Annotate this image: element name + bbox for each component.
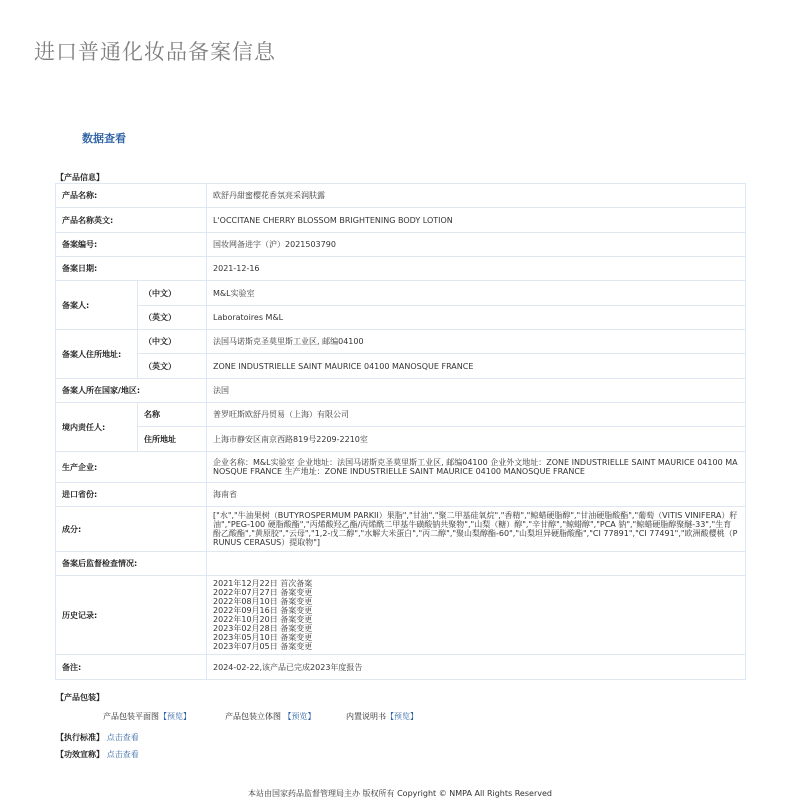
post-inspection-value	[207, 552, 746, 576]
filer-address-label: 备案人住所地址:	[56, 330, 138, 379]
ingredients-label: 成分:	[56, 507, 207, 552]
footer-copyright: 本站由国家药品监督管理局主办 版权所有 Copyright © NMPA All Rights Reserved	[248, 789, 552, 798]
filing-date-value: 2021-12-16	[207, 257, 746, 281]
filer-address-cn-sublabel: （中文）	[138, 330, 207, 354]
efficacy-section-label: 【功效宣称】	[56, 750, 104, 759]
remark-value: 2024-02-22,该产品已完成2023年度报告	[207, 655, 746, 680]
filer-label: 备案人:	[56, 281, 138, 330]
row-product-name	[56, 184, 746, 208]
filer-address-en-value: ZONE INDUSTRIELLE SAINT MAURICE 04100 MANOSQUE FRANCE	[207, 354, 746, 379]
row-filer-cn	[56, 281, 746, 306]
product-name-en-label: 产品名称英文:	[56, 208, 207, 233]
manual-label: 内置说明书	[346, 712, 386, 721]
history-label: 历史记录:	[56, 576, 207, 655]
import-province-label: 进口省份:	[56, 483, 207, 507]
row-domestic-address	[56, 427, 746, 452]
standard-section	[56, 732, 139, 743]
filer-country-label: 备案人所在国家/地区:	[56, 379, 207, 403]
filer-address-en-sublabel: （英文）	[138, 354, 207, 379]
history-entry: 2022年07月27日 备案变更	[213, 588, 313, 597]
domestic-address-value: 上海市静安区南京西路819号2209-2210室	[207, 427, 746, 452]
product-name-value: 欧舒丹甜蜜樱花香氛亮采润肤露	[207, 184, 746, 208]
filer-country-value: 法国	[207, 379, 746, 403]
efficacy-view-link[interactable]: 点击查看	[106, 750, 139, 759]
history-entry: 2023年02月28日 备案变更	[213, 624, 313, 633]
row-ingredients	[56, 507, 746, 552]
package-flat-item	[103, 711, 191, 722]
packaging-section-label: 【产品包装】	[56, 693, 104, 702]
filing-date-label: 备案日期:	[56, 257, 207, 281]
product-info-table	[55, 183, 746, 680]
manual-preview-link[interactable]: 【预览】	[386, 712, 418, 721]
filer-cn-sublabel: （中文）	[138, 281, 207, 306]
filer-address-cn-value: 法国马诺斯克圣莫里斯工业区, 邮编04100	[207, 330, 746, 354]
ingredients-value: ["水","牛油果树（BUTYROSPERMUM PARKII）果脂","甘油","聚二甲基硅氧烷","香精","鲸蜡硬脂醇","甘油硬脂酸酯","葡萄（VITIS VINIFERA）籽油","PEG-100 硬脂酸酯","丙烯酸羟乙酯/丙烯酰二甲基牛磺酸钠共聚物","山梨（糖）醇","辛甘醇","鲸蜡醇","PCA 钠","鲸蜡硬脂醇聚醚-33","生育酚乙酸酯","黄原胶","云母","1,2-戊二醇","水解大米蛋白","丙二醇","聚山梨醇酯-60","山梨坦异硬脂酸酯","CI 77891","CI 77491","欧洲酸樱桃（PRUNUS CERASUS）提取物"]	[207, 507, 746, 552]
domestic-responsible-label: 境内责任人:	[56, 403, 138, 452]
remark-label: 备注:	[56, 655, 207, 680]
row-manufacturer	[56, 452, 746, 483]
domestic-name-value: 普罗旺斯欧舒丹贸易（上海）有限公司	[207, 403, 746, 427]
manufacturer-label: 生产企业:	[56, 452, 207, 483]
filer-en-sublabel: （英文）	[138, 306, 207, 330]
row-remark	[56, 655, 746, 680]
filing-no-value: 国妆网备进字（沪）2021503790	[207, 233, 746, 257]
package-solid-item	[225, 711, 316, 722]
post-inspection-label: 备案后监督检查情况:	[56, 552, 207, 576]
package-flat-preview-link[interactable]: 【预览】	[159, 712, 191, 721]
history-entry: 2021年12月22日 首次备案	[213, 579, 313, 588]
product-name-label: 产品名称:	[56, 184, 207, 208]
standard-view-link[interactable]: 点击查看	[106, 733, 139, 742]
domestic-address-sublabel: 住所地址	[138, 427, 207, 452]
efficacy-section	[56, 749, 139, 760]
row-filing-no	[56, 233, 746, 257]
filer-en-value: Laboratoires M&L	[207, 306, 746, 330]
row-import-province	[56, 483, 746, 507]
row-filer-address-cn	[56, 330, 746, 354]
history-entry: 2022年10月20日 备案变更	[213, 615, 313, 624]
history-entry: 2023年07月05日 备案变更	[213, 642, 313, 651]
product-name-en-value: L'OCCITANE CHERRY BLOSSOM BRIGHTENING BODY LOTION	[207, 208, 746, 233]
row-product-name-en	[56, 208, 746, 233]
page-title: 进口普通化妆品备案信息	[34, 40, 276, 64]
row-filer-country	[56, 379, 746, 403]
history-entry: 2023年05月10日 备案变更	[213, 633, 313, 642]
row-history	[56, 576, 746, 655]
row-domestic-name	[56, 403, 746, 427]
import-province-value: 海南省	[207, 483, 746, 507]
data-view-link[interactable]: 数据查看	[82, 132, 126, 145]
row-filer-address-en	[56, 354, 746, 379]
row-filer-en	[56, 306, 746, 330]
history-list	[207, 576, 746, 655]
package-flat-label: 产品包装平面图	[103, 712, 159, 721]
package-solid-label: 产品包装立体图	[225, 712, 281, 721]
row-post-inspection	[56, 552, 746, 576]
filing-no-label: 备案编号:	[56, 233, 207, 257]
standard-section-label: 【执行标准】	[56, 733, 104, 742]
row-filing-date	[56, 257, 746, 281]
history-entry: 2022年08月10日 备案变更	[213, 597, 313, 606]
manufacturer-value: 企业名称：M&L实验室 企业地址：法国马诺斯克圣莫里斯工业区, 邮编04100 企业外文地址：ZONE INDUSTRIELLE SAINT MAURICE 04100 MANOSQUE FRANCE 生产地址：ZONE INDUSTRIELLE SAINT MAURICE 04100 MANOSQUE FRANCE	[207, 452, 746, 483]
product-info-section-label: 【产品信息】	[56, 173, 104, 182]
manual-item	[346, 711, 418, 722]
domestic-name-sublabel: 名称	[138, 403, 207, 427]
history-entry: 2022年09月16日 备案变更	[213, 606, 313, 615]
package-solid-preview-link[interactable]: 【预览】	[283, 712, 316, 721]
filer-cn-value: M&L实验室	[207, 281, 746, 306]
